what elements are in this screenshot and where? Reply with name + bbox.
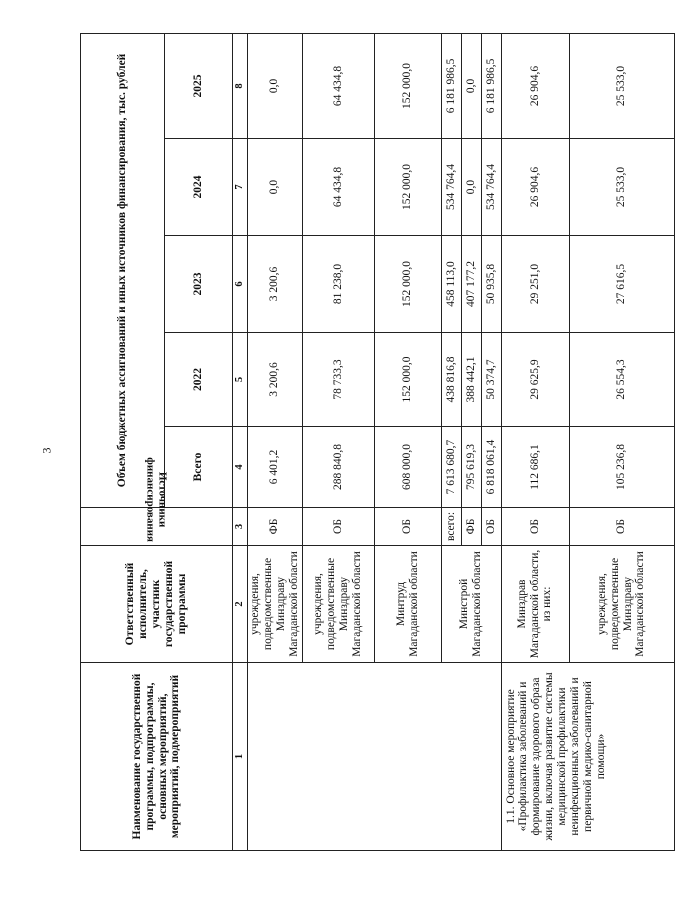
value-2025-cell: 6 181 986,5	[441, 33, 461, 138]
value-2023-cell: 152 000,0	[374, 236, 441, 333]
value-2024-cell: 534 764,4	[441, 139, 461, 236]
total-cell: 288 840,8	[302, 427, 374, 508]
col-number-7: 7	[233, 139, 248, 236]
value-2024-cell: 0,0	[461, 139, 481, 236]
source-cell: ОБ	[481, 508, 501, 546]
responsible-cell: учреждения, подведомственные Минздраву Магаданской области	[248, 546, 303, 663]
col-number-5: 5	[233, 333, 248, 427]
source-cell: ОБ	[501, 508, 569, 546]
value-2022-cell: 152 000,0	[374, 333, 441, 427]
value-2023-cell: 29 251,0	[501, 236, 569, 333]
value-2024-cell: 152 000,0	[374, 139, 441, 236]
continuation-name-cell	[248, 663, 502, 851]
header-year-2022: 2022	[165, 333, 233, 427]
value-2025-cell: 26 904,6	[501, 33, 569, 138]
col-number-2: 2	[233, 546, 248, 663]
table-row	[501, 33, 569, 850]
value-2024-cell: 26 904,6	[501, 139, 569, 236]
col-number-8: 8	[233, 33, 248, 138]
responsible-cell: Минтруд Магаданской области	[374, 546, 441, 663]
value-2022-cell: 26 554,3	[569, 333, 674, 427]
value-2025-cell: 64 434,8	[302, 33, 374, 138]
header-total: Всего	[165, 427, 233, 508]
total-cell: 112 686,1	[501, 427, 569, 508]
source-cell: всего:	[441, 508, 461, 546]
header-year-2023: 2023	[165, 236, 233, 333]
value-2025-cell: 0,0	[248, 33, 303, 138]
source-cell: ОБ	[569, 508, 674, 546]
value-2024-cell: 25 533,0	[569, 139, 674, 236]
value-2025-cell: 6 181 986,5	[481, 33, 501, 138]
total-cell: 608 000,0	[374, 427, 441, 508]
total-cell: 795 619,3	[461, 427, 481, 508]
responsible-cell: Минздрав Магаданской области, из них:	[501, 546, 569, 663]
table-row	[248, 33, 303, 850]
value-2023-cell: 407 177,2	[461, 236, 481, 333]
col-number-1: 1	[233, 663, 248, 851]
responsible-cell: Минстрой Магаданской области	[441, 546, 501, 663]
column-number-row	[233, 33, 248, 850]
value-2024-cell: 534 764,4	[481, 139, 501, 236]
header-financing-group: Объем бюджетных ассигнований и иных источников финансирования, тыс. рублей	[81, 33, 165, 507]
col-number-6: 6	[233, 236, 248, 333]
value-2022-cell: 3 200,6	[248, 333, 303, 427]
header-source-text: Источники финансирования	[144, 457, 169, 542]
source-cell: ОБ	[302, 508, 374, 546]
value-2023-cell: 3 200,6	[248, 236, 303, 333]
value-2022-cell: 29 625,9	[501, 333, 569, 427]
value-2025-cell: 0,0	[461, 33, 481, 138]
rotated-page-content	[80, 34, 651, 851]
landscape-table-wrapper	[80, 34, 651, 851]
col-number-4: 4	[233, 427, 248, 508]
value-2022-cell: 438 816,8	[441, 333, 461, 427]
value-2023-cell: 458 113,0	[441, 236, 461, 333]
header-program-name: Наименование государственной программы, подпрограммы, основных мероприятий, мероприятий, подмероприятий	[81, 663, 233, 851]
col-number-3: 3	[233, 508, 248, 546]
value-2022-cell: 78 733,3	[302, 333, 374, 427]
value-2022-cell: 50 374,7	[481, 333, 501, 427]
total-cell: 105 236,8	[569, 427, 674, 508]
source-cell: ОБ	[374, 508, 441, 546]
value-2025-cell: 25 533,0	[569, 33, 674, 138]
total-cell: 6 818 061,4	[481, 427, 501, 508]
source-cell: ФБ	[248, 508, 303, 546]
main-event-name-cell: 1.1. Основное мероприятие «Профилактика заболеваний и формирование здорового образа жизни, включая развитие системы медицинской профилактики неинфекционных заболеваний и первичной медико-санитарной помощи»	[501, 663, 674, 851]
page-number: 3	[39, 447, 54, 454]
value-2023-cell: 50 935,8	[481, 236, 501, 333]
value-2024-cell: 64 434,8	[302, 139, 374, 236]
header-year-2024: 2024	[165, 139, 233, 236]
header-year-2025: 2025	[165, 33, 233, 138]
total-cell: 6 401,2	[248, 427, 303, 508]
financing-table	[80, 33, 675, 851]
header-row-1	[81, 33, 165, 850]
value-2025-cell: 152 000,0	[374, 33, 441, 138]
value-2023-cell: 27 616,5	[569, 236, 674, 333]
responsible-cell: учреждения, подведомственные Минздраву Магаданской области	[302, 546, 374, 663]
value-2022-cell: 388 442,1	[461, 333, 481, 427]
responsible-cell: учреждения, подведомственные Минздраву Магаданской области	[569, 546, 674, 663]
total-cell: 7 613 680,7	[441, 427, 461, 508]
value-2023-cell: 81 238,0	[302, 236, 374, 333]
header-responsible: Ответственный исполнитель, участник государственной программы	[81, 546, 233, 663]
source-cell: ФБ	[461, 508, 481, 546]
value-2024-cell: 0,0	[248, 139, 303, 236]
